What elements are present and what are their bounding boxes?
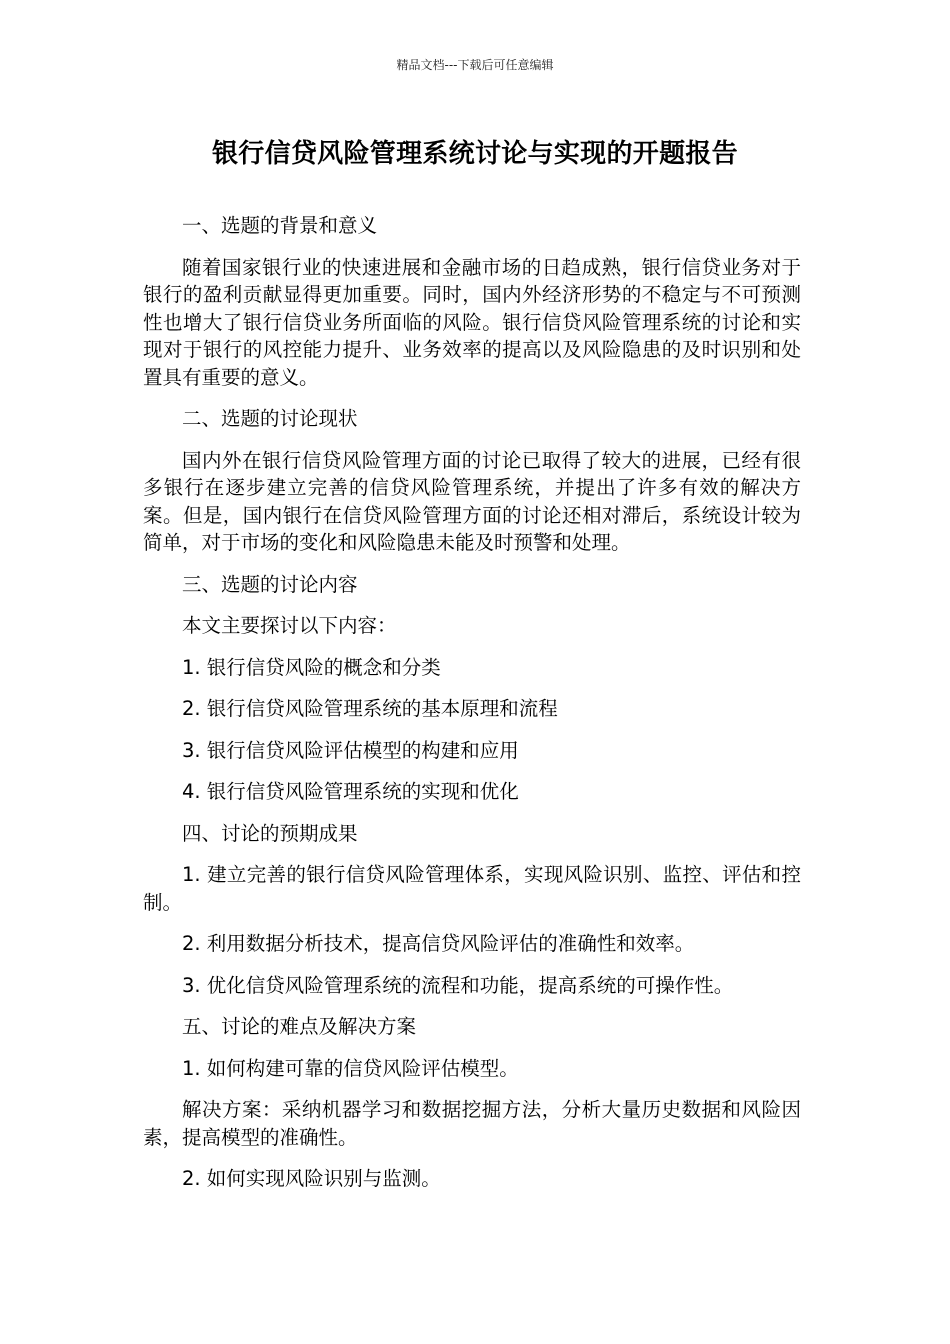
list-item-content-3: 3. 银行信贷风险评估模型的构建和应用 [182, 738, 519, 762]
section-heading-status: 二、选题的讨论现状 [182, 407, 358, 430]
section-heading-difficulties: 五、讨论的难点及解决方案 [182, 1015, 417, 1038]
paragraph-status: 国内外在银行信贷风险管理方面的讨论已取得了较大的进展，已经有很多银行在逐步建立完善的信贷风险管理系统，并提出了许多有效的解决方案。但是，国内银行在信贷风险管理方面的讨论还相对滞后，系统设计较为简单，对于市场的变化和风险隐患未能及时预警和处理。 [143, 448, 801, 554]
list-item-outcome-2: 2. 利用数据分析技术，提高信贷风险评估的准确性和效率。 [182, 932, 695, 955]
list-item-content-4: 4. 银行信贷风险管理系统的实现和优化 [182, 780, 519, 803]
paragraph-solution-1: 解决方案：采纳机器学习和数据挖掘方法，分析大量历史数据和风险因素，提高模型的准确性。 [143, 1098, 801, 1149]
list-item-difficulty-2: 2. 如何实现风险识别与监测。 [182, 1167, 441, 1190]
list-item-content-2: 2. 银行信贷风险管理系统的基本原理和流程 [182, 697, 558, 720]
document-title: 银行信贷风险管理系统讨论与实现的开题报告 [211, 139, 738, 169]
paragraph-content-intro: 本文主要探讨以下内容： [182, 614, 397, 637]
header-note: 精品文档---下载后可任意编辑 [396, 58, 554, 72]
paragraph-background: 随着国家银行业的快速进展和金融市场的日趋成熟，银行信贷业务对于银行的盈利贡献显得更加重要。同时，国内外经济形势的不稳定与不可预测性也增大了银行信贷业务所面临的风险。银行信贷风险管理系统的讨论和实现对于银行的风控能力提升、业务效率的提高以及风险隐患的及时识别和处置具有重要的意义。 [143, 255, 801, 389]
list-item-content-1: 1. 银行信贷风险的概念和分类 [182, 655, 441, 679]
section-heading-background: 一、选题的背景和意义 [182, 214, 378, 237]
list-item-difficulty-1: 1. 如何构建可靠的信贷风险评估模型。 [182, 1056, 519, 1080]
section-heading-outcomes: 四、讨论的预期成果 [182, 821, 358, 845]
list-item-outcome-1: 1. 建立完善的银行信贷风险管理体系，实现风险识别、监控、评估和控制。 [143, 863, 801, 914]
list-item-outcome-3: 3. 优化信贷风险管理系统的流程和功能，提高系统的可操作性。 [182, 973, 734, 997]
section-heading-content: 三、选题的讨论内容 [182, 572, 358, 596]
document-body [143, 212, 801, 1207]
